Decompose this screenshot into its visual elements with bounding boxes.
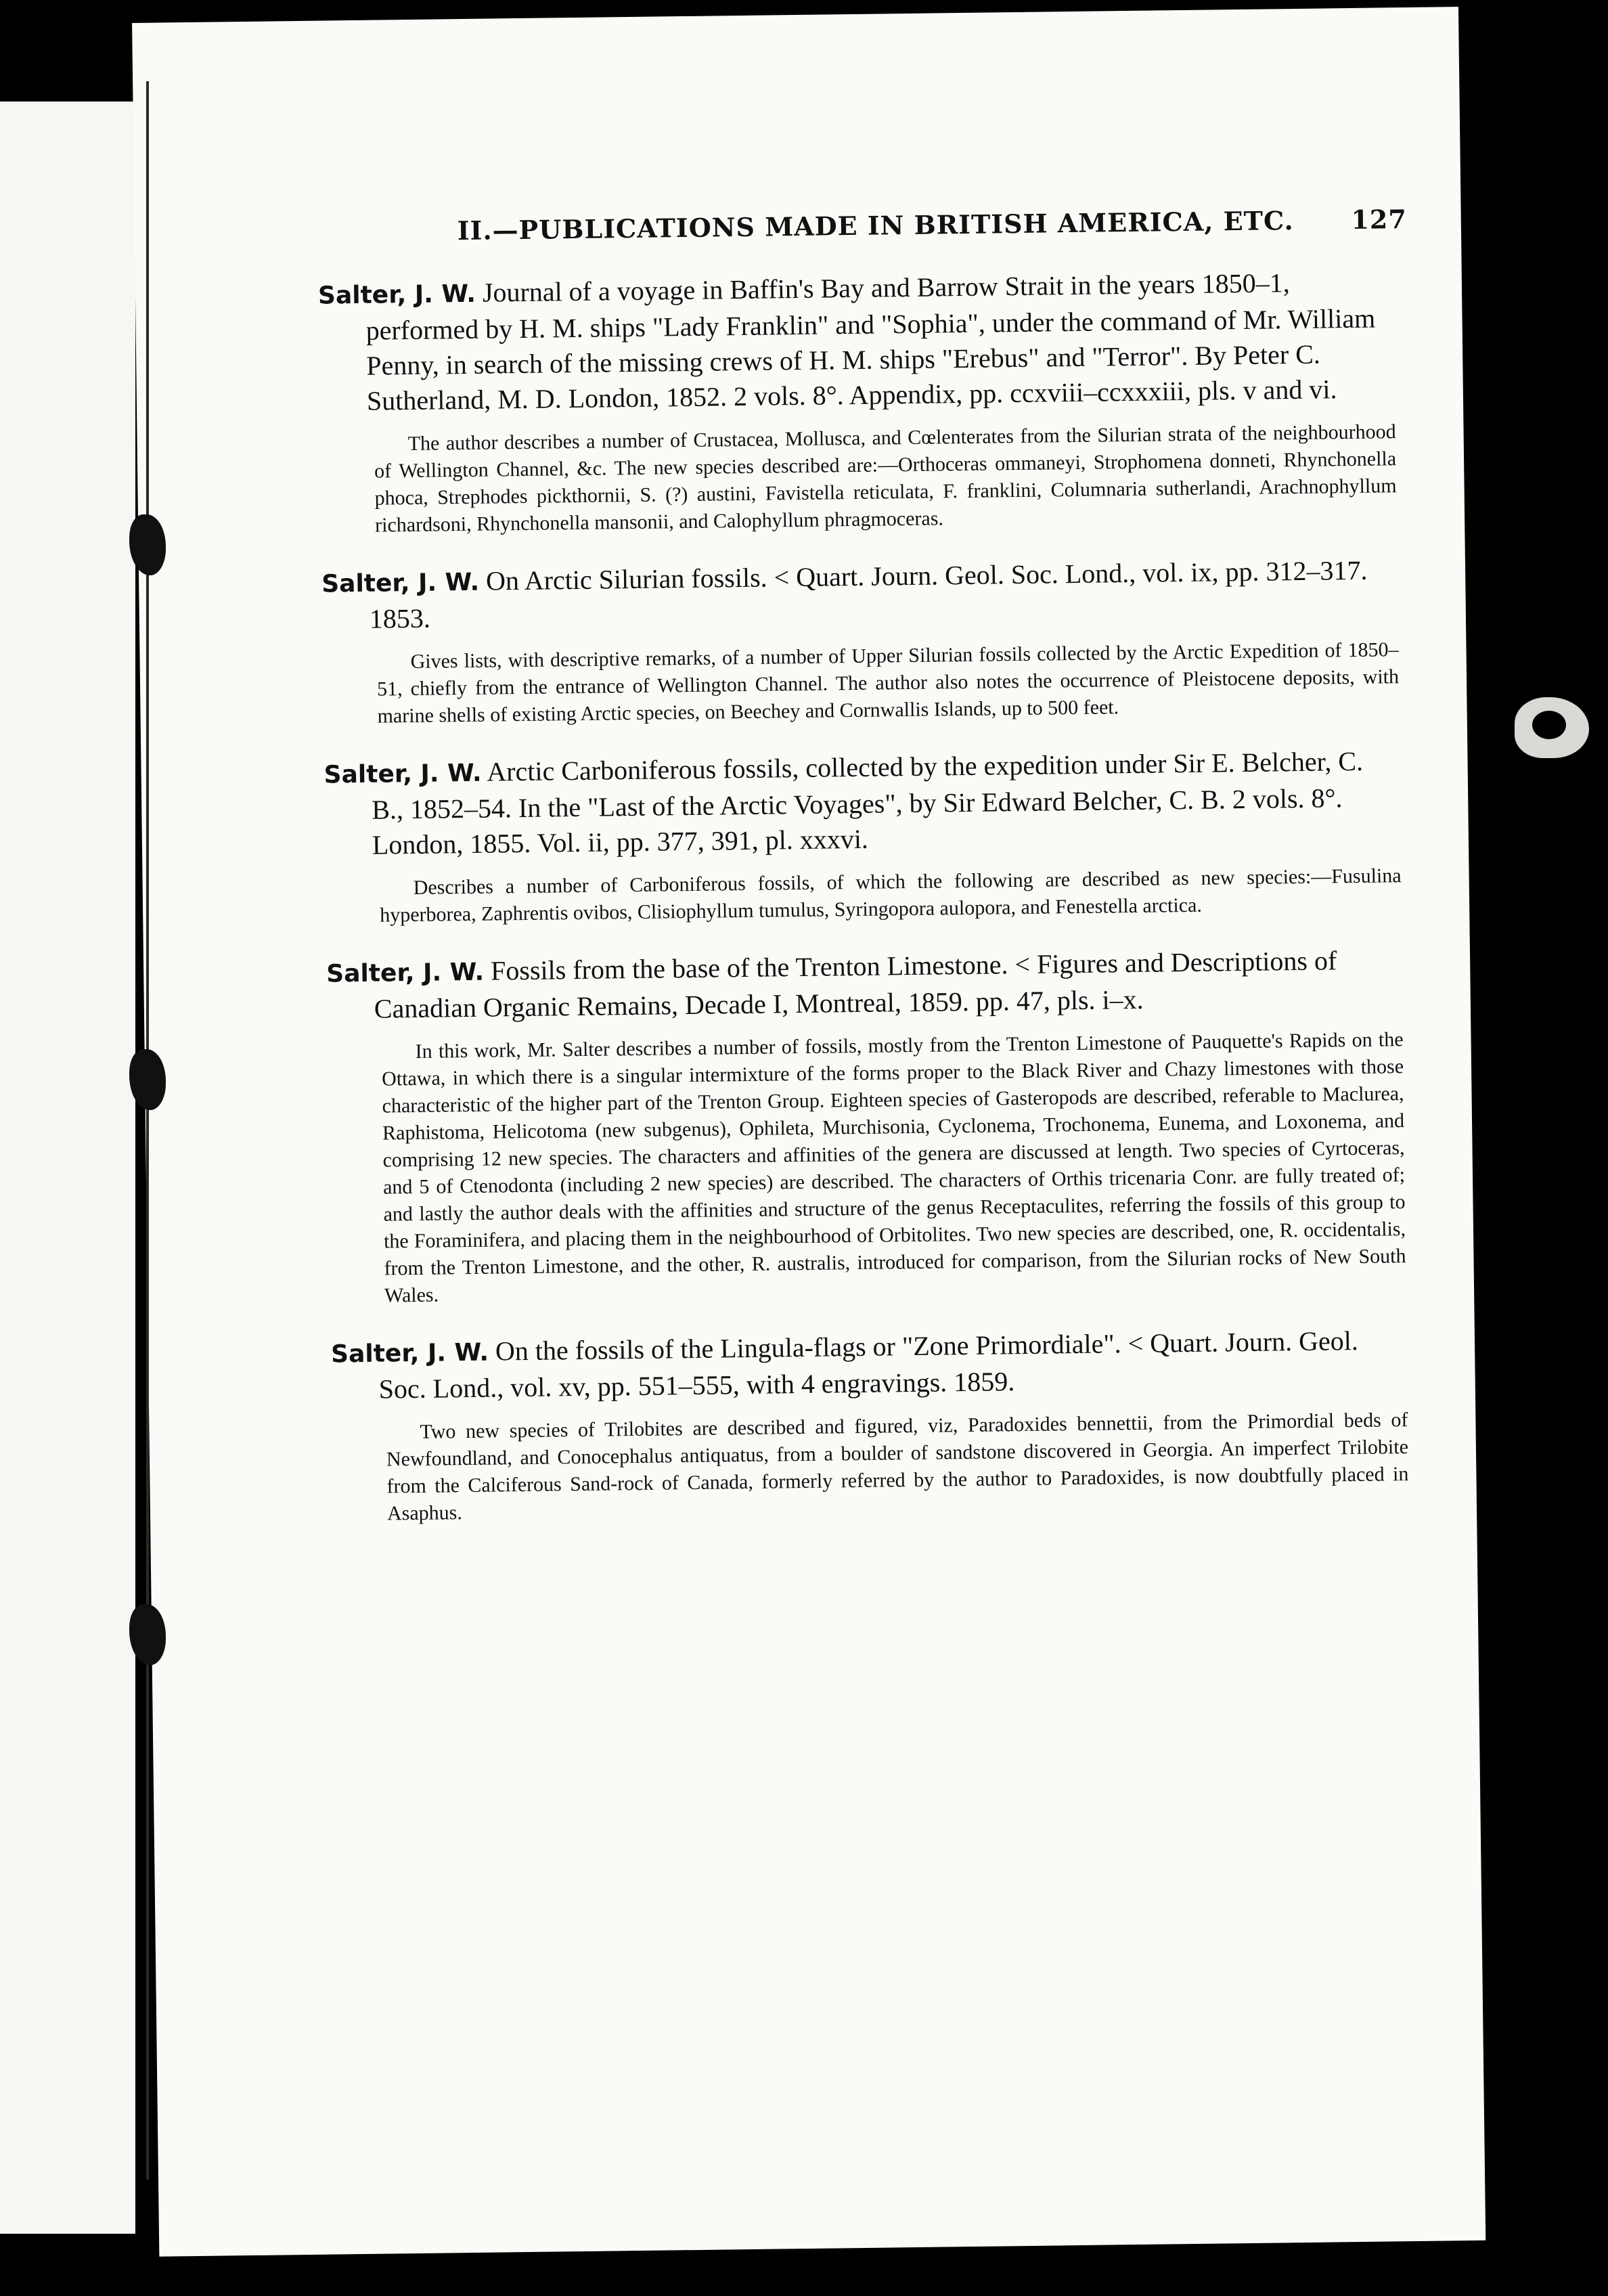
entry-author: Salter, J. W. xyxy=(330,1338,489,1369)
entry-citation: On Arctic Silurian fossils. < Quart. Journ. Geol. Soc. Lond., vol. ix, pp. 312–317. 1853. xyxy=(369,554,1368,634)
entry-citation: Journal of a voyage in Baffin's Bay and Barrow Strait in the years 1850–1, performed by H. M. ships "Lady Franklin" and "Sophia", under the command of Mr. William Penny, in search of the missing crews of H. M. ships "Erebus" and "Terror". By Peter C. Sutherland, M. D. London, 1852. 2 vols. 8°. Appendix, pp. ccxviii–ccxxxiii, pls. v and vi. xyxy=(365,267,1376,416)
entry-author: Salter, J. W. xyxy=(321,568,480,598)
entry-author: Salter, J. W. xyxy=(317,280,476,310)
entry-annotation: Gives lists, with descriptive remarks, of a number of Upper Silurian fossils collected by the Arctic Expedition of 1850–51, chiefly from the entrance of Wellington Channel. The author also notes the occurrence of Pleistocene deposits, with marine shells of existing Arctic species, on Beechey and Cornwallis Islands, up to 500 feet. xyxy=(376,638,1400,728)
running-head xyxy=(317,203,1408,247)
page-content xyxy=(317,204,1410,1553)
bibliography-entry-5 xyxy=(331,1323,1409,1528)
facing-page-edge xyxy=(0,102,135,2234)
binding-thread xyxy=(139,81,156,2180)
bibliography-entry-4 xyxy=(326,942,1406,1310)
entry-citation: Arctic Carboniferous fossils, collected by the expedition under Sir E. Belcher, C. B., 1852–54. In the "Last of the Arctic Voyages", by Sir Edward Belcher, C. B. 2 vols. 8°. London, 1855. Vol. ii, pp. 377, 391, pl. xxxvi. xyxy=(372,745,1364,860)
entry-reference xyxy=(321,552,1398,637)
bibliography-entry-1 xyxy=(318,264,1398,539)
entry-annotation: The author describes a number of Crustacea, Mollusca, and Cœlenterates from the Silurian strata of the neighbourhood of Wellington Channel, &c. The new species described are:—Orthoceras ommaneyi, Strophomena donneti, Rhynchonella phoca, Strephodes pickthornii, S. (?) austini, Favistella reticulata, F. franklini, Columnaria sutherlandi, Arachnophyllum richardsoni, Rhynchonella mansonii, and Calophyllum phragmoceras. xyxy=(374,420,1397,537)
entry-annotation: Two new species of Trilobites are described and figured, viz, Paradoxides bennettii, from the Primordial beds of Newfoundland, and Conocephalus antiquatus, from a boulder of sandstone discovered in Georgia. An imperfect Trilobite from the Calciferous Sand-rock of Canada, formerly referred by the author to Paradoxides, is now doubtfully placed in Asaphus. xyxy=(386,1409,1409,1525)
entry-author: Salter, J. W. xyxy=(323,759,482,789)
book-page xyxy=(132,7,1486,2257)
entry-reference xyxy=(323,743,1401,863)
entry-reference xyxy=(326,942,1403,1027)
margin-blot xyxy=(1515,697,1589,758)
entry-citation: Fossils from the base of the Trenton Limestone. < Figures and Descriptions of Canadian Organic Remains, Decade I, Montreal, 1859. pp. 47, pls. i–x. xyxy=(374,945,1337,1024)
bibliography-entry-2 xyxy=(321,552,1400,730)
bibliography-entry-3 xyxy=(323,743,1402,929)
entry-author: Salter, J. W. xyxy=(326,958,485,988)
page-number: 127 xyxy=(1351,203,1408,235)
thread-line xyxy=(146,81,149,2180)
running-head-title: II.—PUBLICATIONS MADE IN BRITISH AMERICA, ETC. xyxy=(457,205,1295,246)
entry-annotation: Describes a number of Carboniferous fossils, of which the following are described as new species:—Fusulina hyperborea, Zaphrentis ovibos, Clisiophyllum tumulus, Syringopora aulopora, and Fenestella arctica. xyxy=(380,864,1402,927)
entry-reference xyxy=(331,1323,1408,1407)
entry-reference xyxy=(318,264,1395,419)
entry-citation: On the fossils of the Lingula-flags or "Zone Primordiale". < Quart. Journ. Geol. Soc. Lond., vol. xv, pp. 551–555, with 4 engravings. 1859. xyxy=(378,1325,1359,1405)
entry-annotation: In this work, Mr. Salter describes a number of fossils, mostly from the Trenton Limestone of Pauquette's Rapids on the Ottawa, in which there is a singular intermixture of the forms proper to the Black River and Chazy limestones with those characteristic of the higher part of the Trenton Group. Eighteen species of Gasteropods are described, referable to Maclurea, Raphistoma, Helicotoma (new subgenus), Ophileta, Murchisonia, Cyclonema, Trochonema, Eunema, and Loxonema, and comprising 12 new species. The characters and affinities of the genera are discussed at length. Two species of Cyrtoceras, and 5 of Ctenodonta (including 2 new species) are described. The characters of Orthis tricenaria Conr. are fully treated of; and lastly the author deals with the affinities and structure of the genus Receptaculites, referring the fossils of this group to the Foraminifera, and placing them in the neighbourhood of Orbitolites. Two new species are described, one, R. occidentalis, from the Trenton Limestone, and the other, R. australis, introduced for comparison, from the Silurian rocks of New South Wales. xyxy=(381,1028,1406,1307)
